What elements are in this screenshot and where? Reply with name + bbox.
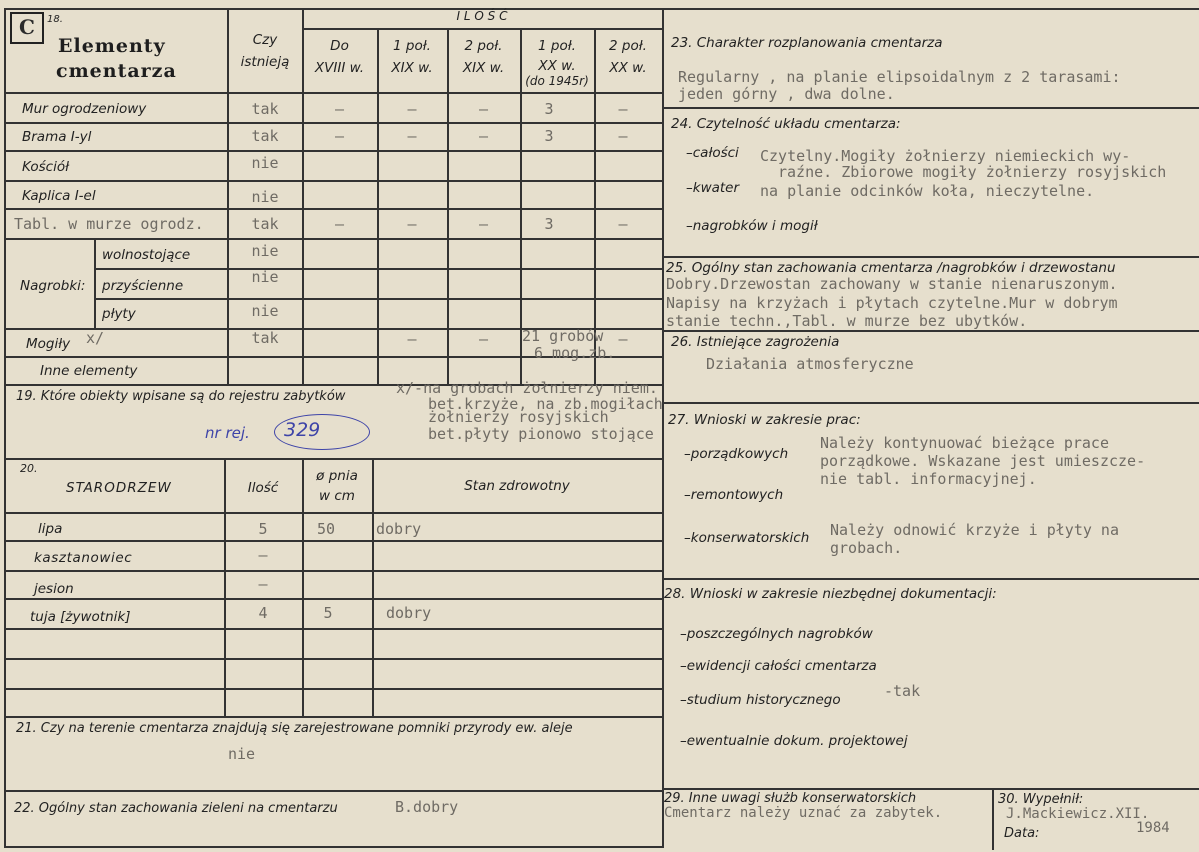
grid-line bbox=[4, 150, 662, 152]
nagrobki-label: Nagrobki: bbox=[20, 278, 86, 294]
documentation-item: –ewidencji całości cmentarza bbox=[680, 658, 877, 674]
grid-line bbox=[4, 208, 662, 210]
border-bottom-left bbox=[4, 846, 662, 848]
tree-qty: – bbox=[258, 575, 268, 593]
grid-line bbox=[4, 658, 662, 660]
filled-by-label: 30. Wypełnił: bbox=[998, 792, 1084, 807]
element-qty: 3 bbox=[544, 127, 554, 145]
tree-qty: 5 bbox=[258, 520, 268, 538]
register-note: żołnierzy rosyjskich bbox=[428, 408, 609, 426]
tree-name: tuja [żywotnik] bbox=[30, 609, 131, 625]
element-exists: tak bbox=[251, 100, 279, 118]
period-header-4c: (do 1945r) bbox=[525, 74, 589, 88]
period-header-5b: XX w. bbox=[609, 60, 647, 76]
tree-qty-header: Ilość bbox=[247, 480, 279, 496]
mogily-label: Mogiły bbox=[26, 336, 71, 352]
documentation-label: 28. Wnioski w zakresie niezbędnej dokumentacji: bbox=[664, 586, 997, 602]
readability-quarters: –kwater bbox=[686, 180, 740, 196]
readability-whole: –całości bbox=[686, 145, 739, 161]
old-trees-title: STARODRZEW bbox=[66, 480, 172, 496]
register-note: bet.płyty pionowo stojące bbox=[428, 425, 654, 443]
element-qty: – bbox=[407, 127, 417, 145]
element-exists: nie bbox=[251, 154, 279, 172]
period-header-2a: 1 poł. bbox=[393, 38, 431, 54]
register-number: 329 bbox=[284, 419, 321, 441]
mogily-qty: – bbox=[618, 330, 628, 348]
element-qty: 3 bbox=[544, 100, 554, 118]
mogily-mark: x/ bbox=[86, 329, 105, 347]
documentation-item: –ewentualnie dokum. projektowej bbox=[680, 733, 908, 749]
overall-condition-text: stanie techn.,Tabl. w murze bez ubytków. bbox=[666, 312, 1028, 330]
readability-text: raźne. Zbiorowe mogiły żołnierzy rosyjskich bbox=[778, 163, 1167, 181]
grid-line bbox=[662, 788, 1199, 790]
field-number: 18. bbox=[47, 14, 63, 25]
nagrobki-type: przyścienne bbox=[102, 278, 184, 294]
works-cleanup: –porządkowych bbox=[684, 446, 789, 462]
nagrobki-exists: nie bbox=[251, 242, 279, 260]
element-qty: – bbox=[407, 215, 417, 233]
tree-health: dobry bbox=[376, 520, 422, 538]
works-repair: –remontowych bbox=[684, 487, 784, 503]
period-header-4a: 1 poł. bbox=[538, 38, 576, 54]
tree-name: jesion bbox=[34, 581, 74, 597]
border-left bbox=[4, 8, 6, 848]
period-header-4b: XX w. bbox=[538, 58, 576, 74]
period-header-5a: 2 poł. bbox=[609, 38, 647, 54]
works-label: 27. Wnioski w zakresie prac: bbox=[668, 412, 861, 428]
element-exists: tak bbox=[251, 127, 279, 145]
readability-text: na planie odcinków koła, nieczytelne. bbox=[760, 182, 1095, 200]
layout-character-label: 23. Charakter rozplanowania cmentarza bbox=[671, 35, 943, 51]
element-qty: – bbox=[618, 127, 628, 145]
section-20-number: 20. bbox=[20, 462, 38, 475]
tree-name: kasztanowiec bbox=[34, 550, 133, 566]
panel-divider bbox=[662, 8, 664, 848]
element-qty: – bbox=[478, 100, 489, 118]
element-qty: – bbox=[618, 100, 628, 118]
works-cleanup-text: Należy kontynuować bieżące prace bbox=[820, 434, 1109, 452]
register-note: bet.krzyże, na zb.mogiłach bbox=[428, 395, 663, 413]
grid-line bbox=[94, 298, 662, 300]
element-label: Kaplica I-el bbox=[22, 188, 96, 204]
element-qty: 3 bbox=[544, 215, 554, 233]
layout-character-text: Regularny , na planie elipsoidalnym z 2 tarasami: bbox=[678, 68, 1121, 86]
grid-line bbox=[4, 238, 662, 240]
grid-line bbox=[662, 256, 1199, 258]
tree-qty: 4 bbox=[258, 604, 268, 622]
grid-line bbox=[4, 688, 662, 690]
overall-condition-text: Napisy na krzyżach i płytach czytelne.Mur w dobrym bbox=[666, 294, 1118, 312]
overall-condition-label: 25. Ogólny stan zachowania cmentarza /nagrobków i drzewostanu bbox=[666, 260, 1116, 276]
element-qty: – bbox=[618, 215, 628, 233]
grid-line bbox=[4, 716, 662, 718]
grid-line bbox=[94, 238, 96, 328]
readability-label: 24. Czytelność układu cmentarza: bbox=[671, 116, 901, 132]
mogily-exists: tak bbox=[251, 329, 279, 347]
register-note: x/-na grobach żołnierzy niem. bbox=[396, 379, 658, 397]
grid-line bbox=[94, 268, 662, 270]
element-label: Mur ogrodzeniowy bbox=[22, 101, 147, 117]
period-header-1b: XVIII w. bbox=[314, 60, 365, 76]
element-qty: – bbox=[478, 127, 489, 145]
works-cleanup-text: porządkowe. Wskazane jest umieszcze- bbox=[820, 452, 1146, 470]
greenery-question: 22. Ogólny stan zachowania zieleni na cmentarzu bbox=[14, 801, 338, 816]
mogily-qty: – bbox=[407, 330, 417, 348]
grid-line bbox=[4, 628, 662, 630]
other-remarks-text: Cmentarz należy uznać za zabytek. bbox=[664, 805, 943, 821]
exists-header-2: istnieją bbox=[240, 54, 290, 70]
tree-diameter-header-2: w cm bbox=[319, 488, 355, 504]
grid-line bbox=[4, 512, 662, 514]
grid-line bbox=[662, 578, 1199, 580]
nagrobki-type: wolnostojące bbox=[102, 247, 191, 263]
nagrobki-exists: nie bbox=[251, 268, 279, 286]
readability-text: Czytelny.Mogiły żołnierzy niemieckich wy- bbox=[760, 147, 1131, 165]
grid-line bbox=[4, 570, 662, 572]
nagrobki-exists: nie bbox=[251, 302, 279, 320]
tree-diameter-header-1: ø pnia bbox=[316, 468, 358, 484]
natural-monuments-answer: nie bbox=[228, 745, 256, 763]
card-letter-badge: C bbox=[10, 12, 44, 44]
register-prefix: nr rej. bbox=[205, 424, 250, 442]
element-qty: – bbox=[334, 215, 345, 233]
grid-line bbox=[4, 598, 662, 600]
quantity-header: I L O Ś Ć bbox=[456, 9, 508, 23]
element-qty: – bbox=[407, 100, 417, 118]
tree-qty: – bbox=[258, 546, 268, 564]
element-label: Kościół bbox=[22, 159, 69, 175]
grid-line bbox=[4, 92, 662, 94]
tree-health-header: Stan zdrowotny bbox=[464, 478, 570, 494]
works-cleanup-text: nie tabl. informacyjnej. bbox=[820, 470, 1037, 488]
register-question: 19. Które obiekty wpisane są do rejestru zabytków bbox=[16, 389, 346, 404]
documentation-item: –studium historycznego bbox=[680, 692, 841, 708]
elements-title-2: cmentarza bbox=[56, 60, 177, 82]
element-qty: – bbox=[478, 215, 489, 233]
filled-by-name: J.Mackiewicz.XII. bbox=[1006, 806, 1150, 822]
other-remarks-label: 29. Inne uwagi służb konserwatorskich bbox=[664, 791, 917, 806]
period-header-3a: 2 poł. bbox=[464, 38, 503, 54]
element-exists: nie bbox=[251, 188, 279, 206]
works-conservation-text: Należy odnowić krzyże i płyty na bbox=[830, 521, 1119, 539]
overall-condition-text: Dobry.Drzewostan zachowany w stanie nienaruszonym. bbox=[666, 275, 1118, 293]
grid-line bbox=[4, 122, 662, 124]
grid-line bbox=[4, 458, 662, 460]
date-value: 1984 bbox=[1136, 820, 1170, 836]
element-label: Brama I-yl bbox=[22, 129, 92, 145]
grid-line bbox=[4, 540, 662, 542]
nagrobki-type: płyty bbox=[102, 306, 136, 322]
period-header-2b: XIX w. bbox=[391, 60, 433, 76]
tree-name: lipa bbox=[38, 521, 63, 537]
elements-title-1: Elementy bbox=[58, 35, 166, 57]
element-exists: tak bbox=[251, 215, 279, 233]
period-header-3b: XIX w. bbox=[462, 60, 505, 76]
tree-health: dobry bbox=[386, 604, 432, 622]
grid-line bbox=[662, 107, 1199, 109]
grid-line bbox=[4, 790, 662, 792]
documentation-historical-answer: -tak bbox=[884, 682, 921, 700]
period-header-1a: Do bbox=[330, 38, 349, 54]
tree-diameter: 50 bbox=[316, 520, 336, 538]
documentation-item: –poszczególnych nagrobków bbox=[680, 626, 873, 642]
works-conservation: –konserwatorskich bbox=[684, 530, 810, 546]
date-label: Data: bbox=[1004, 826, 1040, 841]
layout-character-text: jeden górny , dwa dolne. bbox=[678, 85, 895, 103]
threats-text: Działania atmosferyczne bbox=[706, 355, 914, 373]
grid-line bbox=[662, 8, 1199, 10]
element-qty: – bbox=[334, 100, 345, 118]
works-conservation-text: grobach. bbox=[830, 539, 903, 557]
mogily-qty: – bbox=[478, 330, 489, 348]
grid-line bbox=[302, 28, 662, 30]
readability-graves: –nagrobków i mogił bbox=[686, 218, 818, 234]
grid-line bbox=[4, 180, 662, 182]
natural-monuments-question: 21. Czy na terenie cmentarza znajdują się zarejestrowane pomniki przyrody ew. aleje bbox=[16, 721, 573, 736]
element-label: Tabl. w murze ogrodz. bbox=[14, 215, 204, 233]
mogily-graves: 21 grobów bbox=[522, 327, 604, 345]
tree-diameter: 5 bbox=[323, 604, 333, 622]
threats-label: 26. Istniejące zagrożenia bbox=[671, 334, 840, 350]
mogily-mass-graves: 6 mog.zb. bbox=[534, 344, 616, 362]
element-qty: – bbox=[334, 127, 345, 145]
greenery-answer: B.dobry bbox=[395, 798, 459, 816]
exists-header-1: Czy bbox=[252, 32, 278, 48]
grid-line bbox=[662, 402, 1199, 404]
other-elements-label: Inne elementy bbox=[40, 363, 138, 379]
grid-line bbox=[992, 788, 994, 850]
grid-line bbox=[372, 458, 374, 716]
grid-line bbox=[662, 330, 1199, 332]
